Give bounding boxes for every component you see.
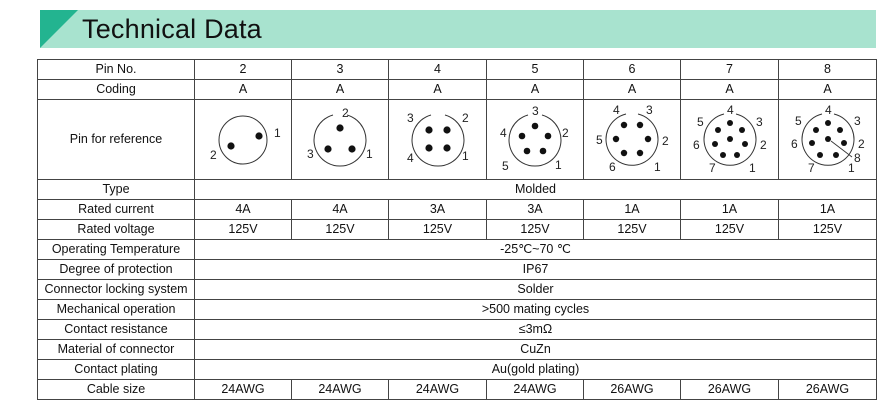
cell: 24AWG: [292, 380, 389, 400]
pin-label: 7: [807, 160, 815, 175]
cell: 125V: [195, 220, 292, 240]
pin-label: 1: [366, 146, 373, 161]
cell: 4A: [292, 200, 389, 220]
pin-diagram-3: [294, 102, 386, 178]
row-degree-of-protection: [38, 260, 877, 280]
cell: 7: [681, 60, 779, 80]
cell-merged: >500 mating cycles: [195, 300, 877, 320]
pin-label: 3: [646, 102, 653, 117]
pin-label: 1: [748, 160, 756, 175]
pin-label: 5: [596, 132, 603, 147]
cell: 26AWG: [681, 380, 779, 400]
pin-label: 4: [613, 102, 620, 117]
pin-diagram-8: [782, 102, 874, 178]
pin-label: 2: [461, 110, 469, 125]
cell: 6: [584, 60, 681, 80]
cell: 3: [292, 60, 389, 80]
cell-merged: Molded: [195, 180, 877, 200]
cell: 4: [389, 60, 487, 80]
pin-label: 4: [824, 102, 832, 117]
row-label: Mechanical operation: [38, 300, 195, 320]
cell: 4A: [195, 200, 292, 220]
row-coding: [38, 80, 877, 100]
pin-label: 4: [726, 102, 734, 117]
pin-diagram-4: [392, 102, 484, 178]
pin-label: 2: [759, 137, 767, 152]
cell: 8: [779, 60, 877, 80]
pin-label: 1: [461, 148, 469, 163]
pin-label: 2: [662, 133, 669, 148]
cell: 125V: [389, 220, 487, 240]
pin-diagram-cell: [487, 100, 584, 180]
cell: 24AWG: [195, 380, 292, 400]
pin-label: 6: [692, 137, 700, 152]
row-pin-no: [38, 60, 877, 80]
pin-label: 3: [532, 103, 539, 118]
title-banner-accent: [40, 10, 78, 48]
cell: A: [292, 80, 389, 100]
page-title: Technical Data: [82, 14, 262, 44]
pin-label: 8: [853, 150, 861, 165]
cell: 1A: [681, 200, 779, 220]
pin-label: 3: [406, 110, 414, 125]
cell-merged: -25℃~70 ℃: [195, 240, 877, 260]
cell: 125V: [584, 220, 681, 240]
cell: 24AWG: [487, 380, 584, 400]
pin-label: 2: [342, 105, 349, 120]
row-label: Rated voltage: [38, 220, 195, 240]
row-pin-reference: [38, 100, 877, 180]
row-contact-resistance: [38, 320, 877, 340]
pin-label: 3: [307, 146, 314, 161]
cell: 2: [195, 60, 292, 80]
cell: 125V: [779, 220, 877, 240]
pin-label: 1: [654, 159, 661, 174]
cell-merged: ≤3mΩ: [195, 320, 877, 340]
cell: 1A: [779, 200, 877, 220]
pin-label: 7: [708, 160, 716, 175]
cell-merged: CuZn: [195, 340, 877, 360]
row-mechanical-operation: [38, 300, 877, 320]
pin-label: 1: [847, 160, 855, 175]
cell-merged: Solder: [195, 280, 877, 300]
cell: 125V: [487, 220, 584, 240]
cell-merged: IP67: [195, 260, 877, 280]
row-label: Material of connector: [38, 340, 195, 360]
row-rated-voltage: [38, 220, 877, 240]
row-label: Operating Temperature: [38, 240, 195, 260]
cell: A: [681, 80, 779, 100]
cell: 125V: [292, 220, 389, 240]
row-connector-locking: [38, 280, 877, 300]
pin-label: 4: [500, 125, 507, 140]
cell: 3A: [389, 200, 487, 220]
row-cable-size: [38, 380, 877, 400]
row-label: Contact resistance: [38, 320, 195, 340]
cell: A: [389, 80, 487, 100]
pin-diagram-cell: [195, 100, 292, 180]
cell: 26AWG: [779, 380, 877, 400]
cell: 24AWG: [389, 380, 487, 400]
technical-data-table: [37, 59, 877, 400]
pin-label: 2: [210, 147, 217, 162]
pin-label: 2: [857, 136, 865, 151]
row-label: Pin for reference: [38, 100, 195, 180]
row-type: [38, 180, 877, 200]
row-label: Cable size: [38, 380, 195, 400]
pin-label: 3: [755, 114, 763, 129]
pin-diagram-cell: [389, 100, 487, 180]
pin-label: 5: [696, 114, 704, 129]
pin-diagram-6: [586, 102, 678, 178]
pin-diagram-cell: [779, 100, 877, 180]
row-label: Type: [38, 180, 195, 200]
row-rated-current: [38, 200, 877, 220]
cell: 1A: [584, 200, 681, 220]
pin-diagram-cell: [292, 100, 389, 180]
cell: A: [779, 80, 877, 100]
row-operating-temperature: [38, 240, 877, 260]
cell: A: [584, 80, 681, 100]
row-label: Rated current: [38, 200, 195, 220]
row-label: Contact plating: [38, 360, 195, 380]
cell: 5: [487, 60, 584, 80]
pin-diagram-cell: [584, 100, 681, 180]
cell: A: [487, 80, 584, 100]
row-material: [38, 340, 877, 360]
row-label: Coding: [38, 80, 195, 100]
pin-diagram-cell: [681, 100, 779, 180]
pin-label: 5: [794, 113, 802, 128]
row-label: Pin No.: [38, 60, 195, 80]
cell-merged: Au(gold plating): [195, 360, 877, 380]
pin-diagram-7: [684, 102, 776, 178]
pin-label: 1: [555, 157, 562, 172]
cell: 125V: [681, 220, 779, 240]
pin-label: 3: [853, 113, 861, 128]
row-label: Degree of protection: [38, 260, 195, 280]
pin-label: 1: [274, 125, 281, 140]
pin-label: 2: [562, 125, 569, 140]
pin-label: 5: [502, 158, 509, 173]
cell: 3A: [487, 200, 584, 220]
row-contact-plating: [38, 360, 877, 380]
pin-diagram-2: [197, 102, 289, 178]
row-label: Connector locking system: [38, 280, 195, 300]
cell: A: [195, 80, 292, 100]
pin-label: 6: [790, 136, 798, 151]
cell: 26AWG: [584, 380, 681, 400]
pin-label: 6: [609, 159, 616, 174]
pin-diagram-5: [489, 102, 581, 178]
pin-label: 4: [406, 150, 414, 165]
